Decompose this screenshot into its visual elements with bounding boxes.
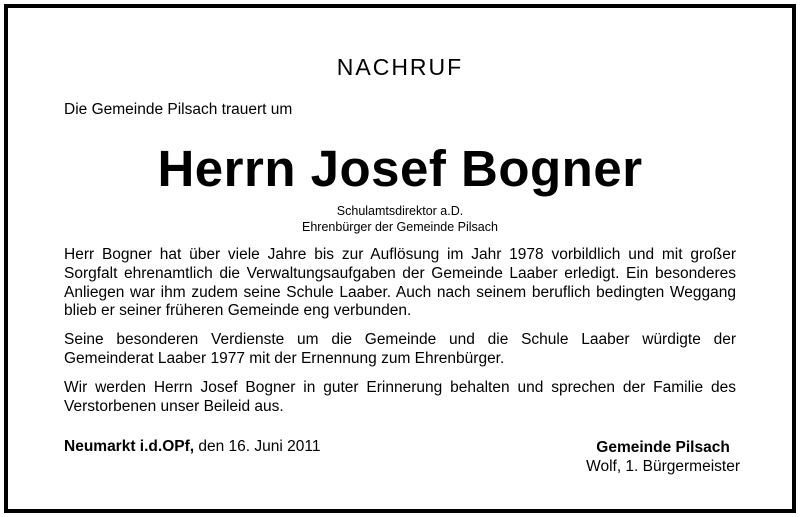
obituary-notice [4, 4, 796, 513]
title-line: Schulamtsdirektor a.D. [336, 204, 464, 218]
deceased-name: Herrn Josef Bogner [157, 140, 643, 197]
body-paragraph: Herr Bogner hat über viele Jahre bis zur Auflösung im Jahr 1978 vorbildlich und mit großer Sorgfalt ehrenamtlich die Verwaltungsaufgaben der Gemeinde Laaber erledigt. Ein besonderes Anliegen war ihm zudem seine Schule Laaber. Auch nach seinem beruflich bedingten Weggang blieb er seiner früheren Gemeinde eng verbunden. [64, 246, 736, 320]
notice-heading: NACHRUF [336, 54, 464, 80]
signature-organization: Gemeinde Pilsach [596, 439, 730, 456]
place-and-date [64, 438, 320, 456]
deceased-titles [8, 203, 792, 235]
date: den 16. Juni 2011 [198, 438, 321, 455]
place: Neumarkt i.d.OPf, [64, 438, 195, 455]
title-line: Ehrenbürger der Gemeinde Pilsach [302, 220, 498, 234]
intro-line: Die Gemeinde Pilsach trauert um [64, 101, 293, 118]
signature-block [586, 438, 740, 476]
signature-signer: Wolf, 1. Bürgermeister [586, 458, 740, 475]
body-paragraph: Wir werden Herrn Josef Bogner in guter Erinnerung behalten und sprechen der Familie des Verstorbenen unser Beileid aus. [64, 378, 736, 415]
notice-body [64, 246, 736, 426]
body-paragraph: Seine besonderen Verdienste um die Gemeinde und die Schule Laaber würdigte der Gemeinderat Laaber 1977 mit der Ernennung zum Ehrenbürger. [64, 331, 736, 367]
